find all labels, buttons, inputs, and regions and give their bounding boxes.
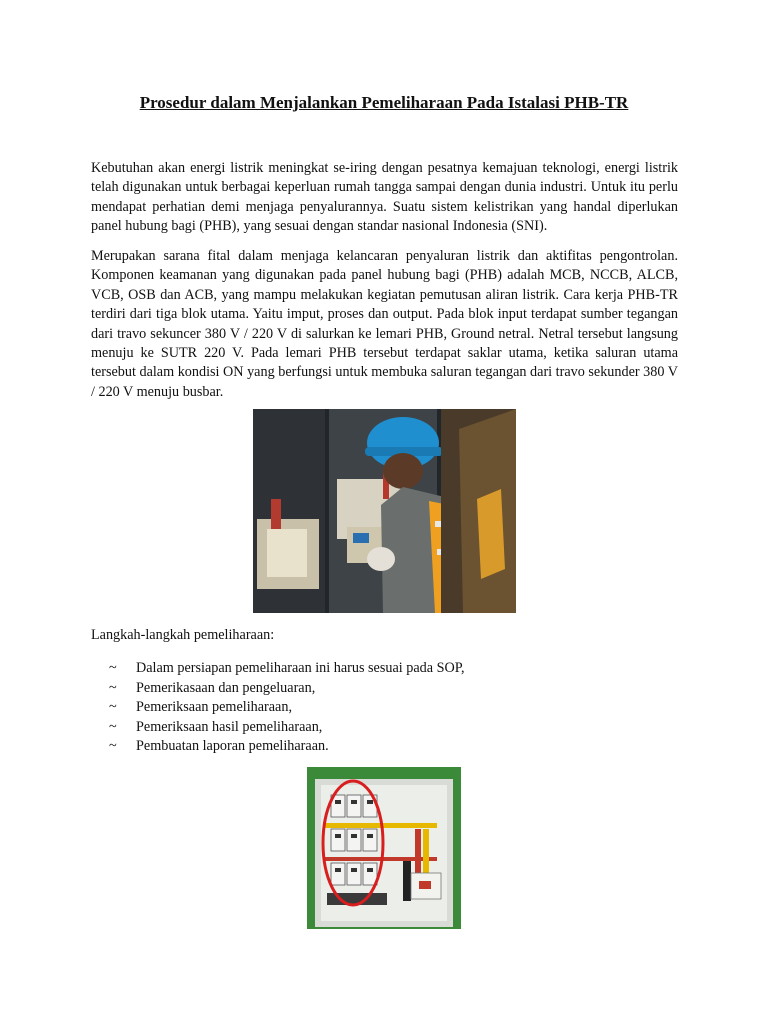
panel-interior-photo — [307, 767, 461, 929]
tilde-bullet: ~ — [109, 660, 117, 676]
step-text: Pemeriksaan pemeliharaan, — [136, 699, 292, 716]
step-text: Pembuatan laporan pemeliharaan. — [136, 738, 329, 755]
steps-title: Langkah-langkah pemeliharaan: — [91, 627, 275, 643]
list-item — [109, 718, 465, 738]
document-title: Prosedur dalam Menjalankan Pemeliharaan Pada Istalasi PHB-TR — [139, 93, 629, 112]
panel-interior-illustration — [307, 767, 461, 929]
list-item — [109, 679, 465, 699]
step-text: Dalam persiapan pemeliharaan ini harus sesuai pada SOP, — [136, 660, 465, 676]
paragraph-components: Merupakan sarana fital dalam menjaga kelancaran penyaluran listrik dan aktifitas pengontrolan. Komponen keamanan yang digunakan pada panel hubung bagi (PHB) adalah MCB, NCCB, ALCB, VCB, OSB dan ACB, yang mampu melakukan kegiatan pemutusan aliran listrik. Cara kerja PHB-TR terdiri dari tiga blok utama. Yaitu imput, proses dan output. Pada blok input terdapat sumber tegangan dari travo sekuncer 380 V / 220 V di salurkan ke lemari PHB, Ground netral. Netral tersebut langsung menuju ke SUTR 220 V. Pada lemari PHB tersebut terdapat saklar utama, ketika saluran utama tersebut dalam kondisi ON yang berfungsi untuk membuka saluran tegangan dari travo sekunder 380 V / 220 V menuju busbar. — [91, 248, 678, 400]
list-item — [109, 737, 465, 757]
tilde-bullet: ~ — [109, 679, 117, 696]
step-text: Pemerikasaan dan pengeluaran, — [136, 679, 316, 696]
list-item — [109, 698, 465, 718]
tilde-bullet: ~ — [109, 738, 117, 755]
list-item — [109, 659, 465, 679]
paragraph-intro: Kebutuhan akan energi listrik meningkat se-iring dengan pesatnya kemajuan teknologi, energi listrik telah digunakan untuk berbagai keperluan rumah tangga sampai dengan dunia industri. Untuk itu perlu mendapat perhatian demi menjaga penyalurannya. Suatu sistem kelistrikan yang handal diperlukan panel hubung bagi (PHB), yang sesuai dengan standar nasional Indonesia (SNI). — [91, 160, 678, 235]
technician-photo — [253, 409, 516, 613]
maintenance-steps-list — [109, 659, 465, 757]
tilde-bullet: ~ — [109, 718, 117, 735]
tilde-bullet: ~ — [109, 699, 117, 716]
step-text: Pemeriksaan hasil pemeliharaan, — [136, 718, 323, 735]
technician-illustration — [253, 409, 516, 613]
